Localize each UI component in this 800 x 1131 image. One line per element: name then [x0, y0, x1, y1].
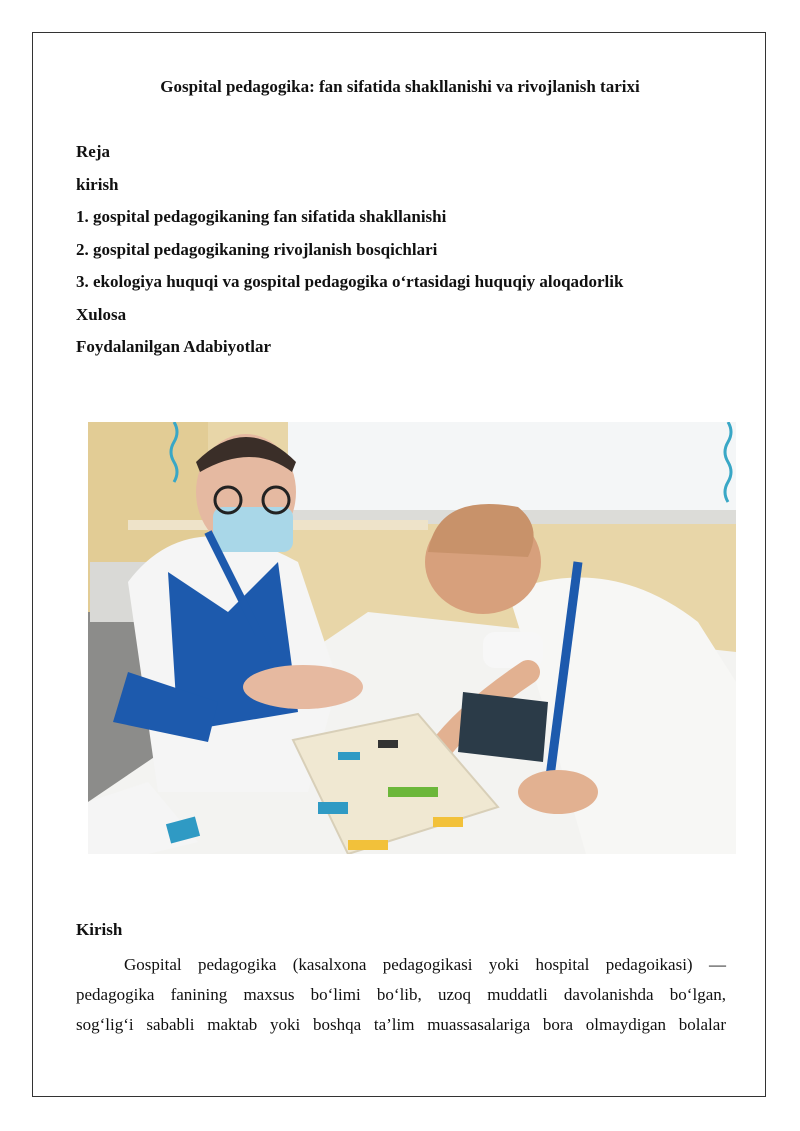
- intro-paragraph: [76, 950, 726, 1040]
- toc-item-1: 1. gospital pedagogikaning fan sifatida shakllanishi: [76, 207, 447, 226]
- toc-item-2: 2. gospital pedagogikaning rivojlanish bosqichlari: [76, 239, 438, 259]
- toc-heading: Reja: [76, 142, 110, 161]
- toc-item-conclusion: Xulosa: [76, 304, 127, 324]
- toc-item-intro: kirish: [76, 174, 119, 194]
- toc-item-references: Foydalanilgan Adabiyotlar: [76, 337, 272, 356]
- paragraph-line: pedagogika fanining maxsus bo‘limi bo‘lib, uzoq muddatli davolanishda bo‘lgan,: [76, 985, 726, 1004]
- paragraph-line: sog‘lig‘i sababli maktab yoki boshqa ta’lim muassasalariga bora olmaydigan bolalar: [76, 1015, 726, 1034]
- toc-item-3: 3. ekologiya huquqi va gospital pedagogika o‘rtasidagi huquqiy aloqadorlik: [76, 272, 624, 291]
- paragraph-line: Gospital pedagogika (kasalxona pedagogikasi yoki hospital pedagoikasi) —: [124, 955, 726, 974]
- section-heading-intro: Kirish: [76, 920, 123, 939]
- table-of-contents: [76, 141, 736, 369]
- classroom-photo: [88, 422, 736, 854]
- document-title: Gospital pedagogika: fan sifatida shakllanishi va rivojlanish tarixi: [160, 77, 640, 96]
